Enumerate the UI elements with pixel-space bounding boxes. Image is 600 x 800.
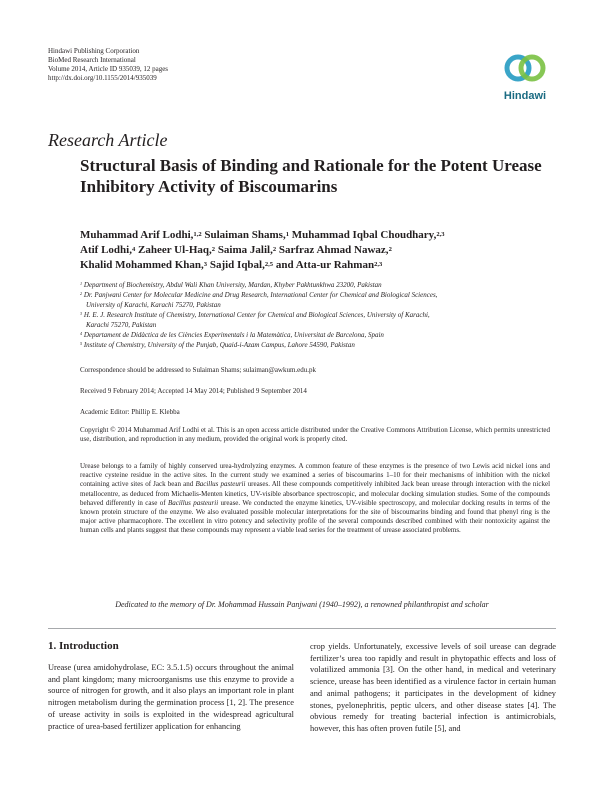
author: Sarfraz Ahmad Nawaz,$^2$ [278, 244, 392, 256]
affiliation-list [80, 280, 550, 350]
author: Saima Jalil,$^2$ [217, 244, 277, 256]
journal-header [48, 47, 168, 83]
dedication: Dedicated to the memory of Dr. Mohammad Hussain Panjwani (1940–1992), a renowned philanthropist and scholar [115, 600, 489, 609]
author: Sajid Iqbal,$^{2,5}$ [209, 259, 274, 271]
author: Zaheer Ul-Haq,$^2$ [138, 244, 216, 256]
publisher-name: Hindawi Publishing Corporation [48, 47, 140, 55]
author: and Atta-ur Rahman$^{2,3}$ [275, 259, 383, 271]
abstract: Urease belongs to a family of highly conserved urea-hydrolyzing enzymes. A common feature of these enzymes is the presence of two Lewis acid nickel ions and reactive cysteine residue in the active sites. In the current study we examined a series of biscoumarins 1–10 for their mechanisms of inhibition with the nickel containing active sites of Jack bean and Bacillus pasteurii ureases. All these compounds competitively inhibited Jack bean urease through interaction with the nickel metallocentre, as deduced from Michaelis-Menten kinetics, UV-visible absorbance spectroscopic, and molecular docking simulation studies. Some of the compounds behaved differently in case of Bacillus pasteurii urease. We conducted the enzyme kinetics, UV-visible spectroscopy, and molecular docking results in terms of the known protein structure of the enzyme. We also evaluated possible molecular interpretations for the site of biscoumarins binding and found that phenyl ring is the major active pharmacophore. The excellent in vitro potency and selectivity profile of the several compounds described combined with their nontoxicity against the human cells and plants suggest that these compounds may represent a viable lead series for the treatment of urease associated problems. [80, 462, 551, 535]
doi-link[interactable]: http://dx.doi.org/10.1155/2014/935039 [48, 74, 157, 82]
copyright: Copyright © 2014 Muhammad Arif Lodhi et al. This is an open access article distributed under the Creative Commons Attribution License, which permits unrestricted use, distribution, and reproduction in any medium, provided the original work is properly cited. [80, 426, 550, 443]
intro-column-right: crop yields. Unfortunately, excessive levels of soil urease can degrade fertilizer’s urea too rapidly and result in phytopathic effects and loss of volatilized ammonia [3]. On the other hand, in medical and veterinary science, urease has been identified as a virulence factor in certain human and animal pathogens; it participates in the development of kidney stones, pyelonephritis, peptic ulcers, and other disease states [4]. The obvious remedy for treating bacterial infection is antimicrobials, however, this has often proven futile [5], and [310, 642, 556, 733]
affiliation-cont: University of Karachi, Karachi 75270, Pakistan [86, 301, 221, 309]
affiliation: $^5$ Institute of Chemistry, University of the Punjab, Quaid-i-Azam Campus, Lahore 54590, Pakistan [80, 341, 355, 349]
academic-editor: Academic Editor: Phillip E. Klebba [80, 408, 180, 416]
divider [48, 628, 556, 629]
author: Khalid Mohammed Khan,$^3$ [80, 259, 208, 271]
author: Sulaiman Shams,$^1$ [204, 229, 289, 241]
author: Muhammad Arif Lodhi,$^{1,2}$ [80, 229, 202, 241]
affiliation-cont: Karachi 75270, Pakistan [86, 321, 157, 329]
author: Muhammad Iqbal Choudhary,$^{2,3}$ [291, 229, 445, 241]
author-list [80, 228, 550, 273]
hindawi-wordmark: Hindawi [503, 90, 547, 102]
section-heading: 1. Introduction [48, 640, 119, 652]
journal-name: BioMed Research International [48, 56, 136, 64]
affiliation: $^4$ Departament de Didàctica de les Ciències Experimentals i la Matemàtica, Universitat de Barcelona, Spain [80, 331, 384, 339]
publication-dates: Received 9 February 2014; Accepted 14 May 2014; Published 9 September 2014 [80, 387, 307, 395]
author: Atif Lodhi,$^4$ [80, 244, 136, 256]
affiliation: $^3$ H. E. J. Research Institute of Chemistry, International Center for Chemical and Biological Sciences, University of Karachi, [80, 311, 430, 319]
intro-column-left: Urease (urea amidohydrolase, EC: 3.5.1.5) occurs throughout the animal and plant kingdom; many microorganisms use this enzyme to provide a source of nitrogen for growth, and it also plays an important role in plant nitrogen metabolism during the germination process [1, 2]. The presence of urease activity in soils is exploited in the widespread agricultural practice of urea-based fertilizer application for enhancing [48, 663, 294, 731]
affiliation: $^2$ Dr. Panjwani Center for Molecular Medicine and Drug Research, International Center for Chemical and Biological Sciences, [80, 291, 438, 299]
affiliation: $^1$ Department of Biochemistry, Abdul Wali Khan University, Mardan, Khyber Pakhtunkhwa 23200, Pakistan [80, 281, 382, 289]
correspondence: Correspondence should be addressed to Sulaiman Shams; sulaiman@awkum.edu.pk [80, 366, 317, 374]
article-type: Research Article [48, 130, 168, 150]
article-title: Structural Basis of Binding and Rationale for the Potent Urease Inhibitory Activity of Biscoumarins [80, 156, 542, 196]
volume-line: Volume 2014, Article ID 935039, 12 pages [48, 65, 169, 73]
